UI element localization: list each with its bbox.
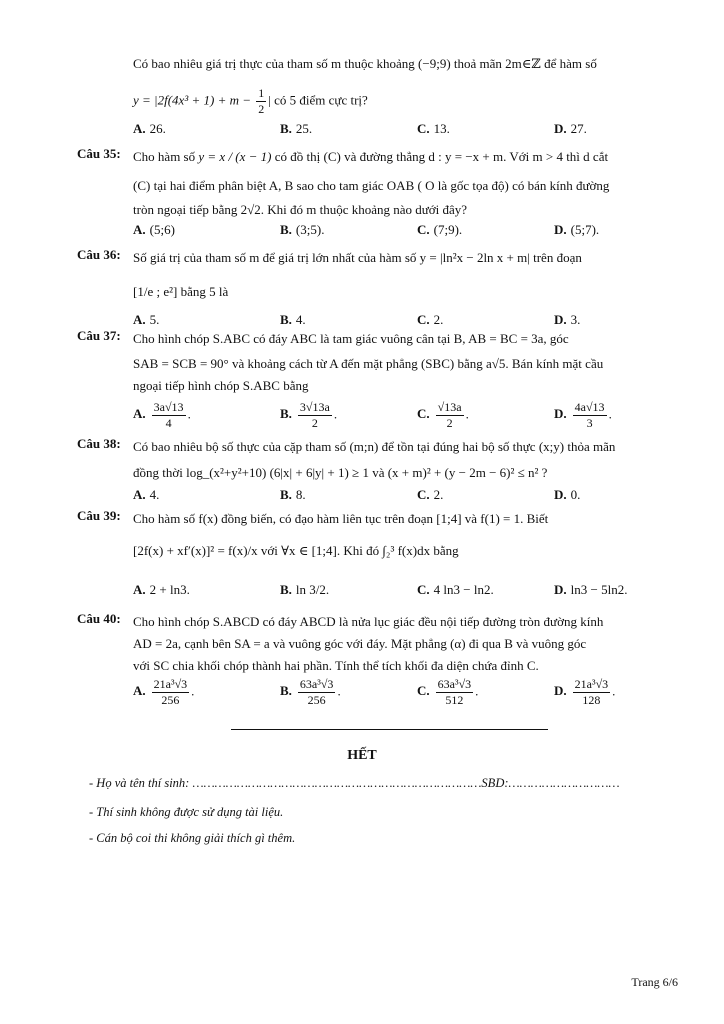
q35-option-a: A. (5;6) (133, 222, 175, 237)
footer-candidate-line: - Họ và tên thí sinh: ……………………………………………………………………SBD:………………………… (89, 776, 620, 790)
q37-option-c: C. $\frac{√13a}{2}$ . (417, 400, 469, 430)
q38-option-d: D. 0. (554, 487, 581, 502)
q38-option-c: C. 2. (417, 487, 444, 502)
q40-option-c: C. $\frac{\text{63a³√3}}{512}$ . (417, 677, 479, 707)
q34-options (133, 121, 678, 141)
q36-line2: [1/e ; e²] bằng 5 là (133, 284, 229, 299)
q36-option-c: C. 2. (417, 312, 444, 327)
q34-line1: Có bao nhiêu giá trị thực của tham số m thuộc khoảng (−9;9) thoả mãn 2m∈ℤ để hàm số (133, 56, 597, 71)
q34-formula: y = |2f(4x³ + 1) + m − $\frac{1}{2}$ | có 5 điểm cực trị? (133, 86, 368, 116)
q35-options (133, 222, 678, 242)
q39-option-b: B. ln 3/2. (280, 582, 330, 597)
q40-label: Câu 40: (77, 611, 121, 626)
q37-options (133, 400, 678, 436)
q37-label: Câu 37: (77, 328, 121, 343)
q38-option-b: B. 8. (280, 487, 306, 502)
q38-options (133, 487, 678, 507)
end-title: HẾT (347, 748, 377, 763)
end-divider (231, 729, 548, 730)
q36-option-a: A. 5. (133, 312, 160, 327)
q34-option-b: B. 25. (280, 121, 313, 136)
q36-label: Câu 36: (77, 247, 121, 262)
q40-options (133, 677, 678, 713)
q39-option-d: D. ln3 − 5ln2. (554, 582, 628, 597)
q38-line1: Có bao nhiêu bộ số thực của cặp tham số (m;n) để tồn tại đúng hai bộ số thực (x;y) thỏa mãn (133, 439, 616, 454)
q37-option-a: A. $\frac{3a√13}{4}$ . (133, 400, 191, 430)
q40-option-a: A. $\frac{\text{21a³√3}}{256}$ . (133, 677, 195, 707)
q36-line1: Số giá trị của tham số m để giá trị lớn nhất của hàm số y = |ln²x − 2ln x + m| trên đoạn (133, 250, 582, 265)
q35-label: Câu 35: (77, 146, 121, 161)
q35-option-b: B. (3;5). (280, 222, 325, 237)
q35-function: y = x / (x − 1) (198, 149, 272, 164)
q34-option-d: D. 27. (554, 121, 587, 136)
q39-option-c: C. 4 ln3 − ln2. (417, 582, 494, 597)
q34-option-a: A. 26. (133, 121, 166, 136)
q34-option-c: C. 13. (417, 121, 450, 136)
q34-formula-fraction: $\frac{1}{2}$ (258, 86, 265, 116)
q37-option-b: B. $\frac{3√13a}{2}$ . (280, 400, 338, 430)
q40-option-d: D. $\frac{\text{21a³√3}}{128}$ . (554, 677, 616, 707)
q35-option-d: D. (5;7). (554, 222, 600, 237)
q36-option-d: D. 3. (554, 312, 581, 327)
q35-option-c: C. (7;9). (417, 222, 463, 237)
q37-line1: Cho hình chóp S.ABC có đáy ABC là tam giác vuông cân tại B, AB = BC = 3a, góc (133, 331, 569, 346)
q38-line2: đồng thời log_(x²+y²+10) (6|x| + 6|y| + 1) ≥ 1 và (x + m)² + (y − 2m − 6)² ≤ n² ? (133, 465, 548, 480)
q34-formula-main: y = |2f(4x³ + 1) + m − (133, 92, 252, 108)
q37-line3: ngoại tiếp hình chóp S.ABC bằng (133, 378, 309, 393)
footer-no-materials: - Thí sinh không được sử dụng tài liệu. (89, 805, 284, 819)
q40-option-b: B. $\frac{\text{63a³√3}}{256}$ . (280, 677, 341, 707)
footer-no-explanation: - Cán bộ coi thi không giải thích gì thêm. (89, 831, 296, 845)
q38-option-a: A. 4. (133, 487, 160, 502)
q35-line2: (C) tại hai điểm phân biệt A, B sao cho tam giác OAB ( O là gốc tọa độ) có bán kính đường (133, 178, 610, 193)
q37-line2: SAB = SCB = 90° và khoảng cách từ A đến mặt phẳng (SBC) bằng a√5. Bán kính mặt cầu (133, 356, 604, 371)
page-number: Trang 6/6 (631, 975, 678, 989)
q40-line1: Cho hình chóp S.ABCD có đáy ABCD là nửa lục giác đều nội tiếp đường tròn đường kính (133, 614, 604, 629)
q39-label: Câu 39: (77, 508, 121, 523)
q34-formula-tail: có 5 điểm cực trị? (274, 92, 368, 108)
q40-line3: với SC chia khối chóp thành hai phần. Tính thể tích khối đa diện chứa đỉnh C. (133, 658, 539, 673)
q39-line1: Cho hàm số f(x) đồng biến, có đạo hàm liên tục trên đoạn [1;4] và f(1) = 1. Biết (133, 511, 549, 526)
q36-option-b: B. 4. (280, 312, 306, 327)
q39-option-a: A. 2 + ln3. (133, 582, 190, 597)
q40-line2: AD = 2a, cạnh bên SA = a và vuông góc với đáy. Mặt phẳng (α) đi qua B và vuông góc (133, 636, 587, 651)
q37-option-d: D. $\frac{4a√13}{3}$ . (554, 400, 612, 430)
q35-line3: tròn ngoại tiếp bằng 2√2. Khi đó m thuộc khoảng nào dưới đây? (133, 202, 468, 217)
q35-line1: Cho hàm số y = x / (x − 1) có đồ thị (C) và đường thẳng d : y = −x + m. Với m > 4 thì d cắt (133, 149, 609, 164)
q39-line2: [2f(x) + xf′(x)]² = f(x)/x với ∀x ∈ [1;4]. Khi đó ∫₂³ f(x)dx bằng (133, 543, 459, 558)
q39-options (133, 582, 678, 602)
q38-label: Câu 38: (77, 436, 121, 451)
